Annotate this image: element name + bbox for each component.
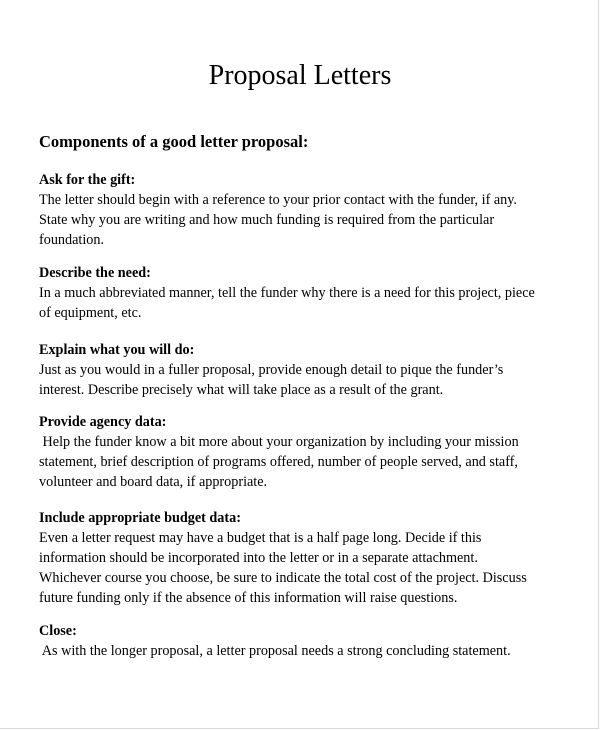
section-line: Even a letter request may have a budget that is a half page long. Decide if this <box>39 530 482 546</box>
section-describe-need <box>39 263 569 323</box>
components-heading: Components of a good letter proposal: <box>39 132 309 151</box>
section-agency-data <box>39 412 569 492</box>
section-heading: Provide agency data: <box>39 414 167 430</box>
section-line: In a much abbreviated manner, tell the funder why there is a need for this project, piece <box>39 285 535 301</box>
section-line: volunteer and board data, if appropriate. <box>39 474 268 490</box>
page-title: Proposal Letters <box>208 60 392 91</box>
section-line: foundation. <box>39 232 105 248</box>
section-line: statement, brief description of programs offered, number of people served, and staff, <box>39 454 518 470</box>
section-explain-what <box>39 340 569 400</box>
section-line: As with the longer proposal, a letter proposal needs a strong concluding statement. <box>39 643 511 659</box>
section-line: Just as you would in a fuller proposal, provide enough detail to pique the funder’s <box>39 362 504 378</box>
section-heading: Ask for the gift: <box>39 172 136 188</box>
section-budget-data <box>39 508 569 608</box>
section-line: future funding only if the absence of this information will raise questions. <box>39 590 458 606</box>
section-line: The letter should begin with a reference to your prior contact with the funder, if any. <box>39 192 517 208</box>
section-heading: Explain what you will do: <box>39 342 195 358</box>
section-ask-for-gift <box>39 170 569 250</box>
section-line: Whichever course you choose, be sure to indicate the total cost of the project. Discuss <box>39 570 527 586</box>
section-line: Help the funder know a bit more about your organization by including your mission <box>39 434 519 450</box>
section-close <box>39 621 569 661</box>
section-heading: Describe the need: <box>39 265 151 281</box>
section-line: interest. Describe precisely what will take place as a result of the grant. <box>39 382 444 398</box>
section-line: State why you are writing and how much funding is required from the particular <box>39 212 495 228</box>
section-line: of equipment, etc. <box>39 305 142 321</box>
section-heading: Include appropriate budget data: <box>39 510 241 526</box>
section-heading: Close: <box>39 623 77 639</box>
section-line: information should be incorporated into the letter or in a separate attachment. <box>39 550 478 566</box>
